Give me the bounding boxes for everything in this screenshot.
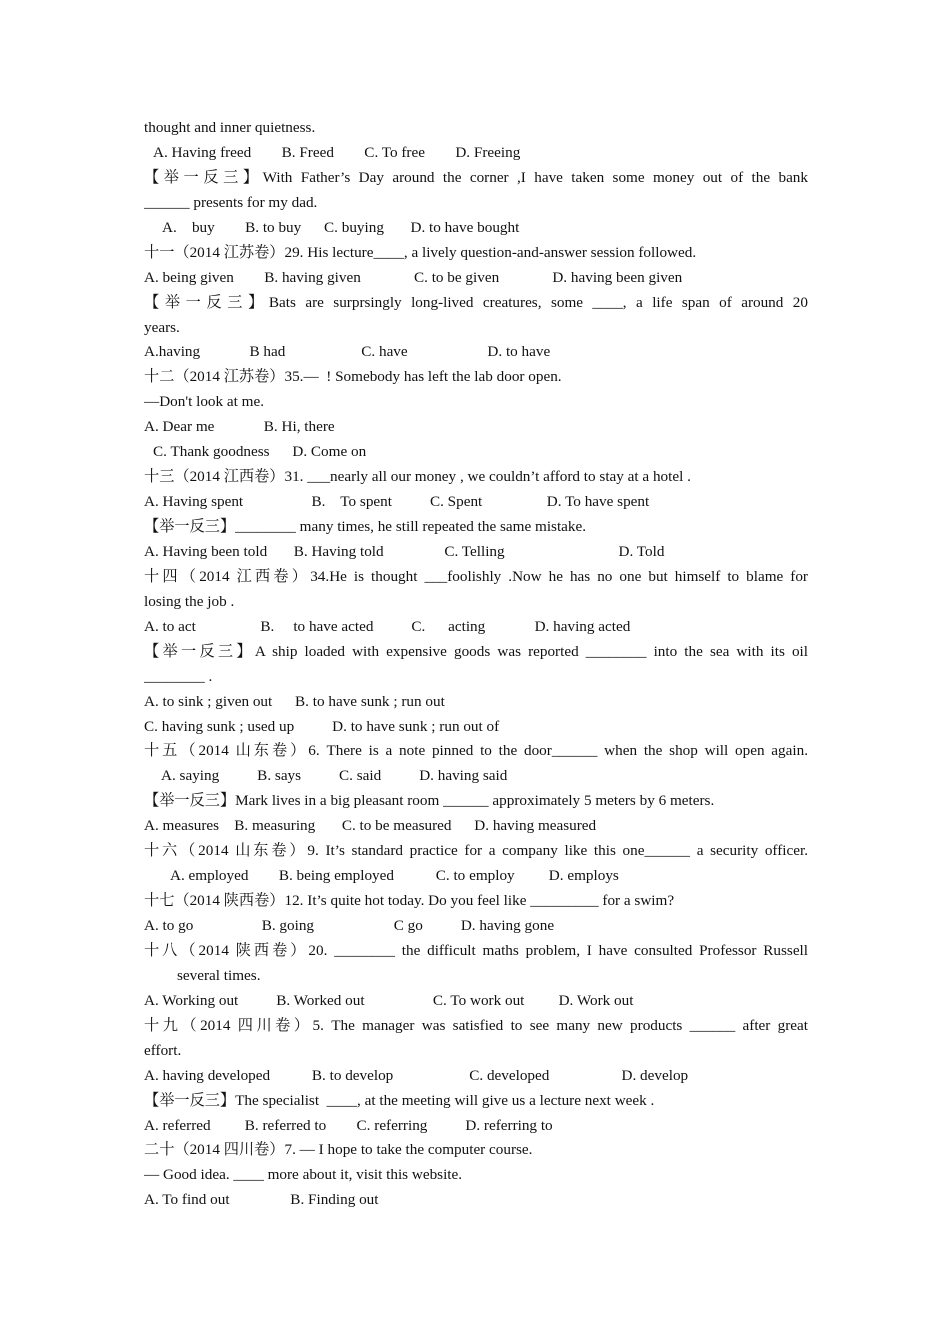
text-line: A. referred B. referred to C. referring D. referring to (144, 1116, 553, 1134)
text-line: A.having B had C. have D. to have (144, 343, 551, 361)
text-line: 十四（2014 江西卷）34.He is thought ___foolishly .Now he has no one but himself to blame for (144, 567, 808, 585)
text-line: A. To find out B. Finding out (144, 1191, 379, 1209)
text-line: A. Working out B. Worked out C. To work out D. Work out (144, 991, 634, 1009)
text-line: 【举一反三】Mark lives in a big pleasant room ______ approximately 5 meters by 6 meters. (144, 792, 715, 810)
text-line: 十一（2014 江苏卷）29. His lecture____, a lively question-and-answer session followed. (144, 243, 697, 261)
text-line: A. employed B. being employed C. to employ D. employs (170, 867, 619, 885)
text-line: 【举一反三】________ many times, he still repeated the same mistake. (144, 518, 587, 535)
text-line: C. Thank goodness D. Come on (153, 443, 367, 461)
text-line: — Good idea. ____ more about it, visit this website. (144, 1166, 463, 1184)
text-line: A. Dear me B. Hi, there (144, 418, 335, 436)
text-line: ______ presents for my dad. (144, 193, 318, 211)
text-line: A. buy B. to buy C. buying D. to have bought (162, 218, 520, 236)
text-line: losing the job . (144, 592, 235, 610)
text-line: 二十（2014 四川卷）7. — I hope to take the computer course. (144, 1141, 533, 1159)
text-line: 十九（2014 四川卷）5. The manager was satisfied to see many new products ______ after great (144, 1016, 808, 1034)
text-line: A. to sink ; given out B. to have sunk ; run out (144, 692, 445, 710)
text-line: 十八（2014 陕西卷）20. ________ the difficult maths problem, I have consulted Professor Russell (144, 941, 808, 959)
text-line: A. to go B. going C go D. having gone (144, 917, 555, 934)
text-line: 【举一反三】A ship loaded with expensive goods was reported ________ into the sea with its oil (144, 642, 808, 660)
text-line: A. to act B. to have acted C. acting D. having acted (144, 617, 631, 635)
text-line: effort. (144, 1041, 182, 1059)
text-line: 【举一反三】The specialist ____, at the meeting will give us a lecture next week . (144, 1091, 655, 1109)
text-line: —Don't look at me. (144, 393, 265, 411)
text-line: 十二（2014 江苏卷）35.— ! Somebody has left the lab door open. (144, 368, 562, 386)
text-line: A. having developed B. to develop C. developed D. develop (144, 1066, 689, 1084)
text-line: A. Having spent B. To spent C. Spent D. To have spent (144, 493, 650, 511)
text-line: A. measures B. measuring C. to be measured D. having measured (144, 817, 597, 835)
text-line: A. saying B. says C. said D. having said (161, 767, 508, 785)
text-line: 十七（2014 陕西卷）12. It’s quite hot today. Do you feel like _________ for a swim? (144, 892, 675, 910)
text-line: years. (144, 318, 180, 336)
text-line: C. having sunk ; used up D. to have sunk ; run out of (144, 717, 500, 735)
text-line: several times. (177, 966, 261, 984)
document-page (144, 116, 808, 1213)
text-line: thought and inner quietness. (144, 119, 316, 136)
text-line: 【举一反三】Bats are surprsingly long-lived creatures, some ____, a life span of around 20 (144, 293, 808, 311)
text-line: 十三（2014 江西卷）31. ___nearly all our money , we couldn’t afford to stay at a hotel . (144, 468, 691, 486)
text-line: A. Having been told B. Having told C. Telling D. Told (144, 542, 665, 560)
text-line: 十五（2014 山东卷）6. There is a note pinned to the door______ when the shop will open again. (144, 742, 808, 760)
text-line: 十六（2014 山东卷）9. It’s standard practice for a company like this one______ a security officer. (144, 842, 808, 860)
text-line: A. Having freed B. Freed C. To free D. Freeing (153, 143, 521, 161)
text-line: ________ . (144, 667, 213, 685)
text-line: A. being given B. having given C. to be given D. having been given (144, 268, 683, 286)
text-line: 【举一反三】With Father’s Day around the corner ,I have taken some money out of the bank (144, 168, 808, 186)
